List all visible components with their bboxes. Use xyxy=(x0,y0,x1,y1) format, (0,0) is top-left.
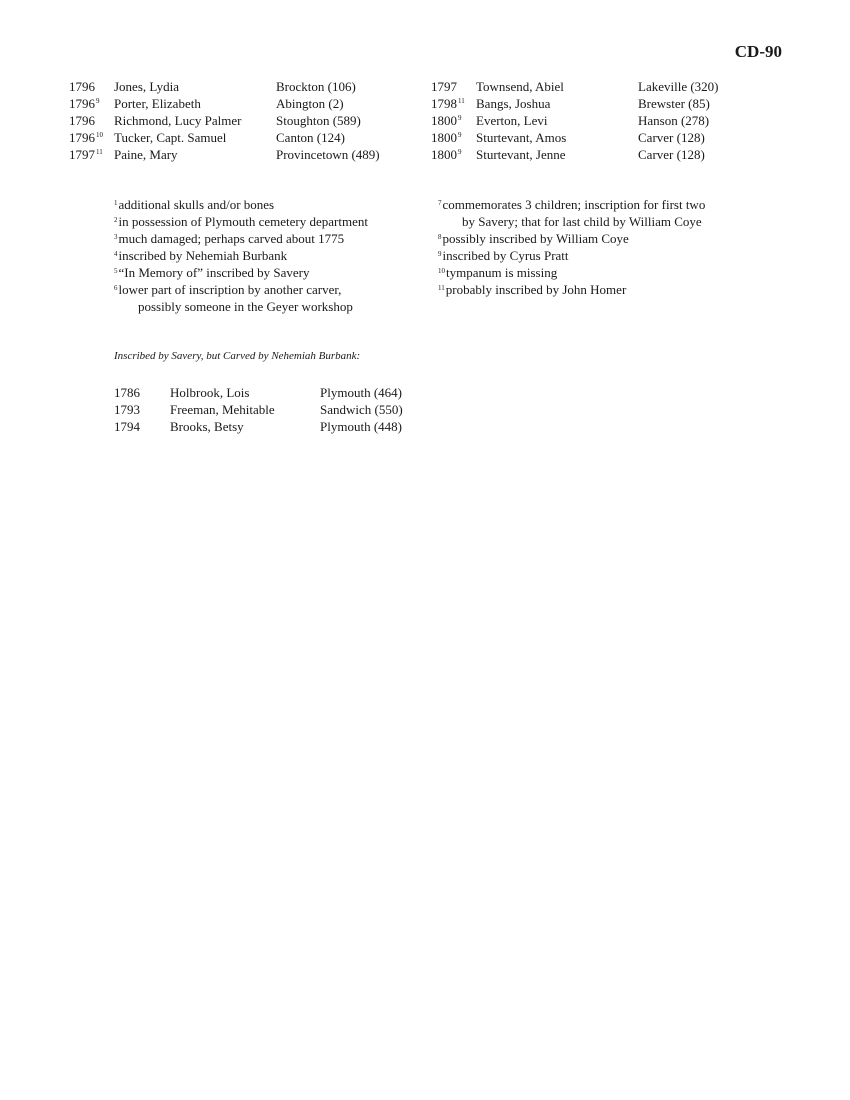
footnote: $^{10}$tympanum is missing xyxy=(438,265,558,280)
entry-year: 1800$^9$ xyxy=(431,130,462,145)
footnote: $^{11}$probably inscribed by John Homer xyxy=(438,282,627,297)
entry-name: Townsend, Abiel xyxy=(476,79,564,94)
entry-place: Provincetown (489) xyxy=(276,147,380,162)
entry-place: Brockton (106) xyxy=(276,79,356,94)
footnote: $^5$“In Memory of” inscribed by Savery xyxy=(114,265,310,280)
entry-name: Sturtevant, Jenne xyxy=(476,147,566,162)
burbank-table xyxy=(0,384,850,435)
entry-name: Brooks, Betsy xyxy=(170,419,244,434)
entry-place: Canton (124) xyxy=(276,130,345,145)
section-heading: Inscribed by Savery, but Carved by Nehemiah Burbank: xyxy=(114,350,361,362)
entry-place: Plymouth (448) xyxy=(320,419,402,434)
entry-place: Carver (128) xyxy=(638,130,705,145)
table-row xyxy=(0,384,850,401)
entry-year: 1796$^9$ xyxy=(69,96,100,111)
entry-year: 1793 xyxy=(114,402,140,417)
entry-place: Sandwich (550) xyxy=(320,402,403,417)
entry-year: 1796 xyxy=(69,79,95,94)
entry-year: 1798$^{11}$ xyxy=(431,96,465,111)
entry-name: Holbrook, Lois xyxy=(170,385,250,400)
table-row xyxy=(0,401,850,418)
entry-name: Bangs, Joshua xyxy=(476,96,551,111)
footnote: $^4$inscribed by Nehemiah Burbank xyxy=(114,248,288,263)
entry-name: Everton, Levi xyxy=(476,113,548,128)
footnote: $^9$inscribed by Cyrus Pratt xyxy=(438,248,569,263)
entry-place: Hanson (278) xyxy=(638,113,710,128)
footnote: $^7$commemorates 3 children; inscription for first two xyxy=(438,197,706,212)
entry-year: 1797$^{11}$ xyxy=(69,147,103,162)
footnote: $^6$lower part of inscription by another carver, xyxy=(114,282,342,297)
entry-place: Plymouth (464) xyxy=(320,385,402,400)
entry-name: Sturtevant, Amos xyxy=(476,130,567,145)
footnotes-right-column xyxy=(438,196,738,298)
entry-name: Freeman, Mehitable xyxy=(170,402,275,417)
entry-name: Paine, Mary xyxy=(114,147,178,162)
entry-name: Richmond, Lucy Palmer xyxy=(114,113,242,128)
entry-name: Porter, Elizabeth xyxy=(114,96,201,111)
entry-year: 1796 xyxy=(69,113,95,128)
footnote: $^3$much damaged; perhaps carved about 1775 xyxy=(114,231,345,246)
footnote-continuation: by Savery; that for last child by William Coye xyxy=(462,214,702,229)
footnote: $^1$additional skulls and/or bones xyxy=(114,197,275,212)
entry-year: 1794 xyxy=(114,419,140,434)
entry-place: Lakeville (320) xyxy=(638,79,719,94)
footnote: $^2$in possession of Plymouth cemetery department xyxy=(114,214,368,229)
entry-year: 1796$^{10}$ xyxy=(69,130,103,145)
table-row xyxy=(0,418,850,435)
entry-place: Carver (128) xyxy=(638,147,705,162)
entry-place: Brewster (85) xyxy=(638,96,710,111)
entry-year: 1800$^9$ xyxy=(431,113,462,128)
entry-year: 1800$^9$ xyxy=(431,147,462,162)
entry-place: Stoughton (589) xyxy=(276,113,361,128)
entry-name: Jones, Lydia xyxy=(114,79,179,94)
footnotes-left-column xyxy=(114,196,414,315)
entry-name: Tucker, Capt. Samuel xyxy=(114,130,227,145)
footnote-continuation: possibly someone in the Geyer workshop xyxy=(138,299,353,314)
entry-year: 1786 xyxy=(114,385,140,400)
footnote: $^8$possibly inscribed by William Coye xyxy=(438,231,629,246)
entry-year: 1797 xyxy=(431,79,457,94)
page-number: CD-90 xyxy=(734,42,782,61)
entry-place: Abington (2) xyxy=(276,96,344,111)
